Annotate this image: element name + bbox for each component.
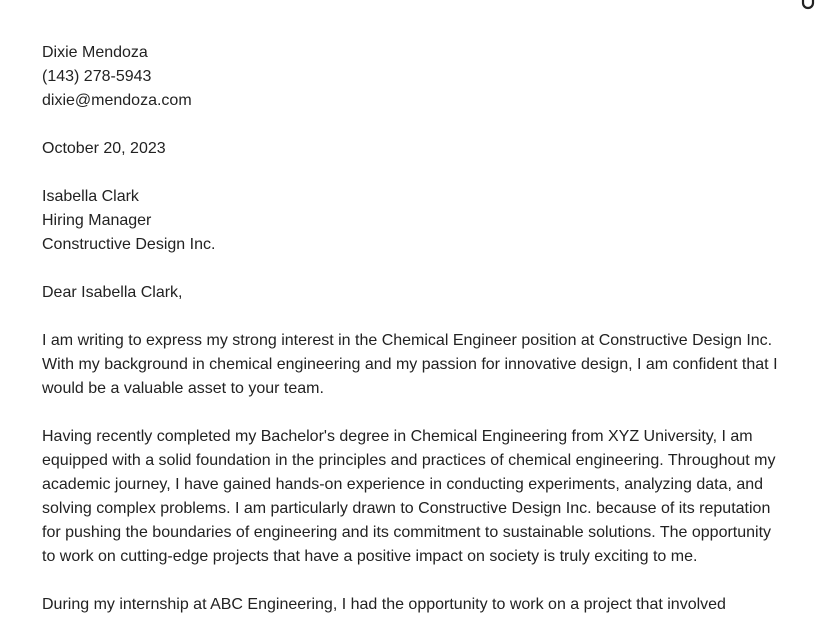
paragraph-line: With my background in chemical engineering and my passion for innovative design, I am confident that I — [42, 356, 778, 373]
sender-email: dixie@mendoza.com — [42, 92, 192, 109]
spacer — [42, 401, 802, 425]
letter-date: October 20, 2023 — [42, 140, 166, 157]
recipient-block — [42, 185, 802, 257]
spacer — [42, 257, 802, 281]
paragraph-line: During my internship at ABC Engineering, I had the opportunity to work on a project that involved — [42, 596, 726, 613]
cover-letter — [42, 41, 802, 617]
spacer — [42, 305, 802, 329]
paragraph-3 — [42, 593, 802, 617]
paragraph-line: equipped with a solid foundation in the principles and practices of chemical engineering. Throughout my — [42, 452, 776, 469]
paragraph-line: for pushing the boundaries of engineering and its commitment to sustainable solutions. The opportunity — [42, 524, 772, 541]
spacer — [42, 569, 802, 593]
paragraph-line: I am writing to express my strong interest in the Chemical Engineer position at Constructive Design Inc. — [42, 332, 773, 349]
sender-block — [42, 41, 802, 113]
sender-phone: (143) 278-5943 — [42, 68, 152, 85]
paragraph-line: to work on cutting-edge projects that have a positive impact on society is truly exciting to me. — [42, 548, 698, 565]
paragraph-line: would be a valuable asset to your team. — [42, 380, 324, 397]
recipient-title: Hiring Manager — [42, 212, 152, 229]
paragraph-2 — [42, 425, 802, 569]
recipient-company: Constructive Design Inc. — [42, 236, 216, 253]
paperclip-icon — [800, 0, 816, 12]
recipient-name: Isabella Clark — [42, 188, 139, 205]
spacer — [42, 113, 802, 137]
spacer — [42, 161, 802, 185]
paragraph-line: solving complex problems. I am particularly drawn to Constructive Design Inc. because of its reputation — [42, 500, 771, 517]
salutation: Dear Isabella Clark, — [42, 284, 183, 301]
sender-name: Dixie Mendoza — [42, 44, 148, 61]
paragraph-1 — [42, 329, 802, 401]
paragraph-line: Having recently completed my Bachelor's degree in Chemical Engineering from XYZ University, I am — [42, 428, 753, 445]
paragraph-line: academic journey, I have gained hands-on experience in conducting experiments, analyzing data, and — [42, 476, 764, 493]
